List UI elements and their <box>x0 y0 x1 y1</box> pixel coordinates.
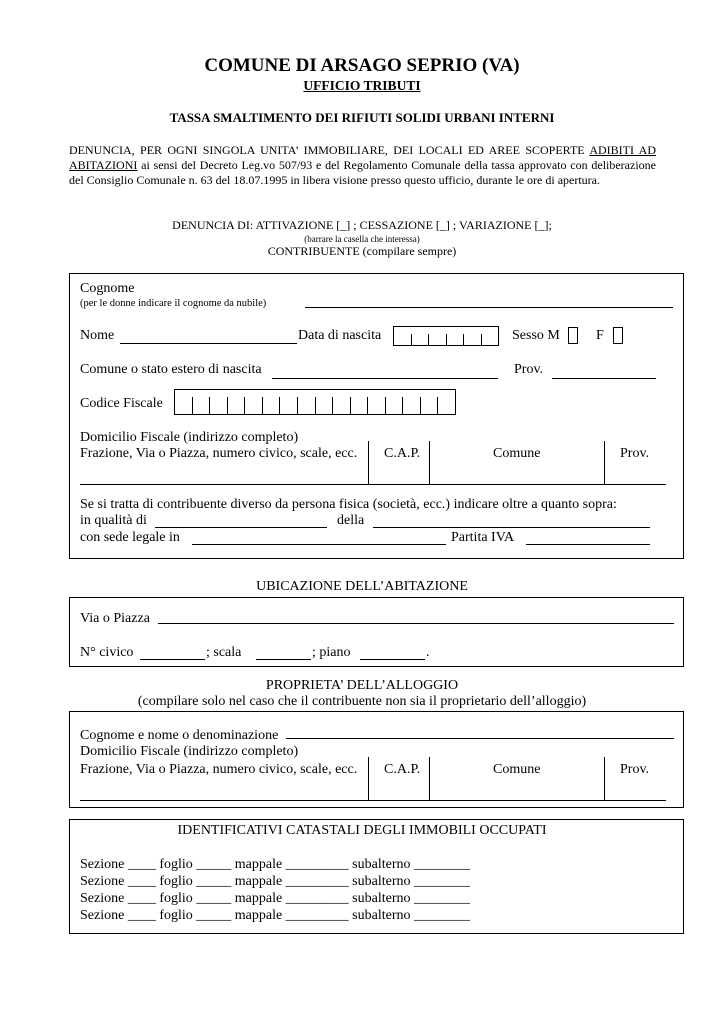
domicilio-label: Domicilio Fiscale (indirizzo completo) <box>80 430 299 445</box>
scala-field[interactable] <box>256 659 311 660</box>
intro-paragraph <box>69 143 656 188</box>
diverso-text: Se si tratta di contribuente diverso da persona fisica (società, ecc.) indicare oltre a quanto sopra: <box>80 497 617 512</box>
piano-field[interactable] <box>360 659 425 660</box>
via-label: Via o Piazza <box>80 611 150 626</box>
partita-iva-label: Partita IVA <box>451 530 515 545</box>
sesso-m-checkbox[interactable] <box>568 327 578 344</box>
cognome-label: Cognome <box>80 281 135 296</box>
data-nascita-label: Data di nascita <box>298 328 382 343</box>
divider <box>604 441 605 485</box>
ubicazione-box <box>69 597 684 667</box>
sede-field[interactable] <box>192 544 446 545</box>
intro-underlined: ADIBITI AD ABITAZIONI <box>69 143 657 172</box>
contributor-box <box>69 273 684 559</box>
partita-iva-field[interactable] <box>526 544 650 545</box>
comune-nascita-field[interactable] <box>272 378 498 379</box>
proprietario-domicilio-label: Domicilio Fiscale (indirizzo completo) <box>80 744 299 759</box>
proprietario-comune-label: Comune <box>493 762 541 777</box>
sesso-label: Sesso M <box>512 328 560 343</box>
office-subtitle: UFFICIO TRIBUTI <box>303 78 421 93</box>
via-field[interactable] <box>158 623 674 624</box>
civico-field[interactable] <box>140 659 205 660</box>
tax-heading: TASSA SMALTIMENTO DEI RIFIUTI SOLIDI URBANI INTERNI <box>169 110 555 125</box>
cognome-field[interactable] <box>305 307 673 308</box>
catastali-row[interactable]: Sezione ____ foglio _____ mappale _________ subalterno ________ <box>80 874 470 889</box>
proprieta-note: (compilare solo nel caso che il contribuente non sia il proprietario dell’alloggio) <box>137 694 587 709</box>
intro-part1: DENUNCIA, PER OGNI SINGOLA UNITA’ IMMOBILIARE, DEI LOCALI ED AREE SCOPERTE <box>69 143 585 157</box>
prov-label: Prov. <box>620 446 650 461</box>
ubicazione-heading: UBICAZIONE DELL’ABITAZIONE <box>256 579 468 594</box>
comune-label: Comune <box>493 446 541 461</box>
proprietario-cap-label: C.A.P. <box>384 762 421 777</box>
qualita-label: in qualità di <box>80 513 147 528</box>
contribuente-label: CONTRIBUENTE (compilare sempre) <box>267 244 457 258</box>
proprietario-domicilio-field[interactable] <box>80 800 666 801</box>
prov-nascita-label: Prov. <box>514 362 544 377</box>
intro-part2: ai sensi del Decreto Leg.vo 507/93 e del Regolamento Comunale della tassa approvato con deliberazione del Consiglio Comunale n. 63 del 18.07.1995 in libera visione presso questo ufficio, durante le ore di apertura. <box>69 158 656 187</box>
frazione-label: Frazione, Via o Piazza, numero civico, scale, ecc. <box>80 446 358 461</box>
domicilio-field[interactable] <box>80 484 666 485</box>
cap-label: C.A.P. <box>384 446 421 461</box>
sede-label: con sede legale in <box>80 530 180 545</box>
divider <box>604 757 605 801</box>
catastali-row[interactable]: Sezione ____ foglio _____ mappale _________ subalterno ________ <box>80 857 470 872</box>
denuncia-note: (barrare la casella che interessa) <box>304 234 420 244</box>
sesso-f-label: F <box>596 328 604 343</box>
piano-end: . <box>426 645 430 660</box>
proprietario-nome-field[interactable] <box>286 738 674 739</box>
divider <box>429 757 430 801</box>
piano-label: ; piano <box>312 645 351 660</box>
divider <box>429 441 430 485</box>
page-title: COMUNE DI ARSAGO SEPRIO (VA) <box>204 55 520 76</box>
cognome-note: (per le donne indicare il cognome da nubile) <box>80 298 267 309</box>
data-nascita-field[interactable] <box>393 326 499 346</box>
divider <box>368 757 369 801</box>
nome-field[interactable] <box>120 343 297 344</box>
catastali-row[interactable]: Sezione ____ foglio _____ mappale _________ subalterno ________ <box>80 891 470 906</box>
della-label: della <box>337 513 365 528</box>
scala-label: ; scala <box>206 645 242 660</box>
civico-label: N° civico <box>80 645 134 660</box>
codice-fiscale-field[interactable] <box>174 389 456 415</box>
divider <box>368 441 369 485</box>
denuncia-line[interactable]: DENUNCIA DI: ATTIVAZIONE [_] ; CESSAZIONE [_] ; VARIAZIONE [_]; <box>172 218 552 232</box>
proprietario-nome-label: Cognome e nome o denominazione <box>80 728 279 743</box>
proprieta-heading: PROPRIETA’ DELL’ALLOGGIO <box>265 678 459 693</box>
codice-fiscale-label: Codice Fiscale <box>80 396 163 411</box>
prov-nascita-field[interactable] <box>552 378 656 379</box>
nome-label: Nome <box>80 328 115 343</box>
qualita-field[interactable] <box>155 527 327 528</box>
della-field[interactable] <box>373 527 650 528</box>
comune-nascita-label: Comune o stato estero di nascita <box>80 362 262 377</box>
catastali-heading: IDENTIFICATIVI CATASTALI DEGLI IMMOBILI OCCUPATI <box>177 823 547 838</box>
catastali-row[interactable]: Sezione ____ foglio _____ mappale _________ subalterno ________ <box>80 908 470 923</box>
proprietario-prov-label: Prov. <box>620 762 650 777</box>
sesso-f-checkbox[interactable] <box>613 327 623 344</box>
proprietario-frazione-label: Frazione, Via o Piazza, numero civico, scale, ecc. <box>80 762 358 777</box>
